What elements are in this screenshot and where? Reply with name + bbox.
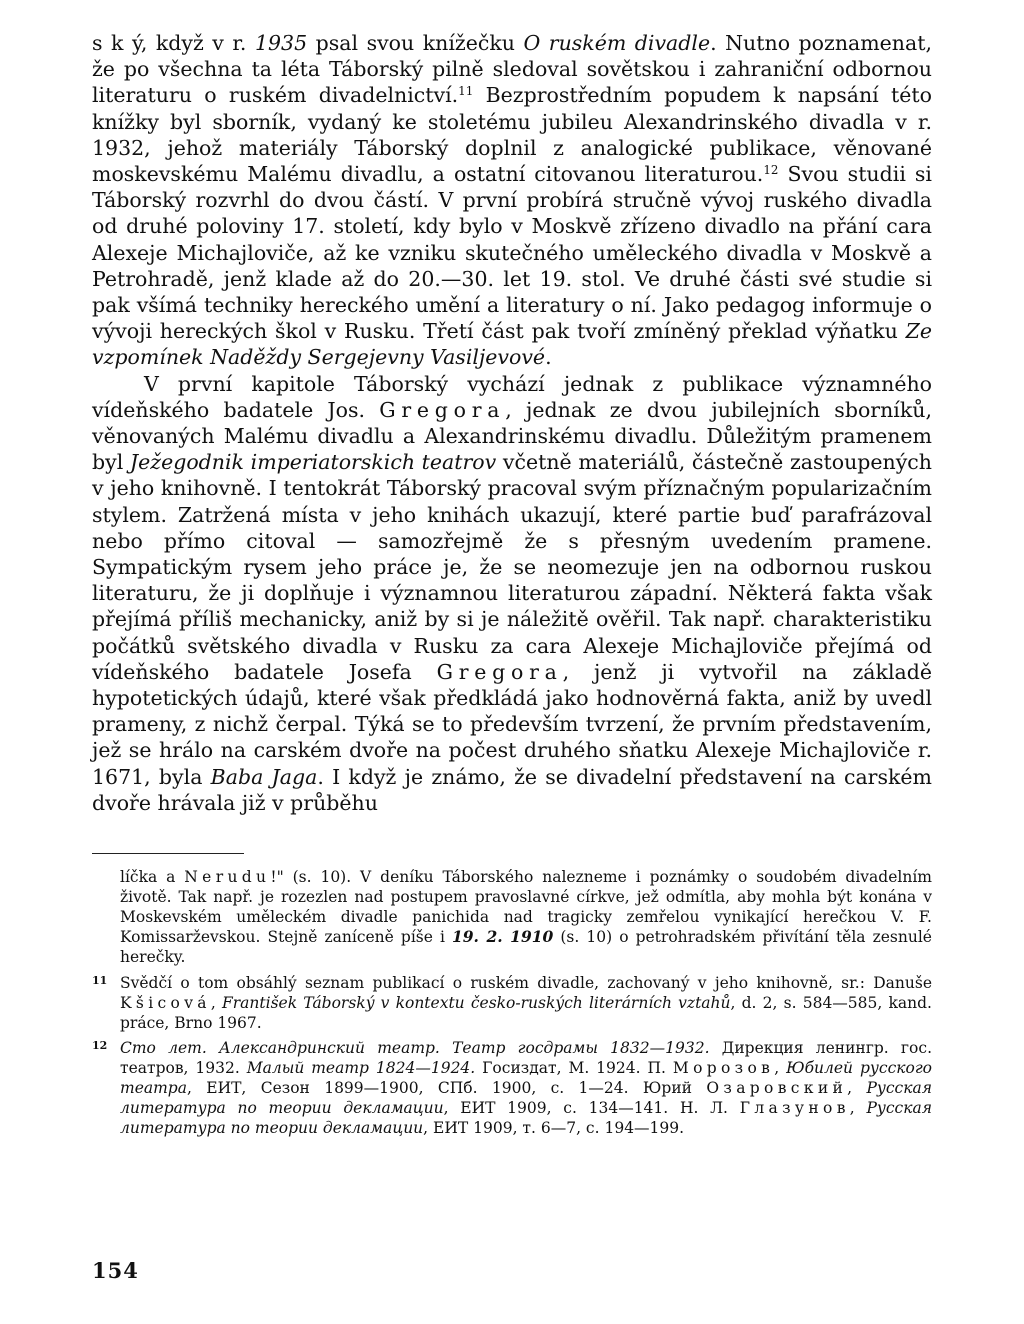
book-title: Ze vzpomínek Naděždy Sergejevny Vasiljevové	[92, 319, 932, 370]
text: Svou studii si Táborský rozvrhl do dvou částí. V první probírá stručně vývoj ruského divadla od druhé poloviny 17. století, kdy bylo v Moskvě zřízeno divadlo na přání cara Alexeje Michajloviče, až ke vzniku skutečného uměleckého divadla v Moskvě a Petrohradě, jenž klade až do 20.—30. let 19. stol. Ve druhé části své studie si pak všímá techniky hereckého umění a literatury o ní. Jako pedagog informuje o vývoji hereckých škol v Rusku. Třetí část pak tvoří zmíněný překlad výňatku	[92, 162, 932, 344]
spaced-name: Kšicová	[120, 993, 211, 1012]
text: líčka a	[120, 868, 185, 887]
paragraph-2	[92, 371, 932, 816]
book-title: Ježegodnik imperiatorskich teatrov	[129, 450, 497, 475]
text: , ЕИТ 1909, с. 134—141. Н. Л.	[443, 1098, 740, 1117]
text: ,	[210, 993, 223, 1012]
footnote-ref: 11	[458, 84, 474, 99]
text: ,	[847, 1079, 867, 1098]
text: s k ý, když v r.	[92, 31, 255, 55]
spaced-name: Озаровский	[706, 1079, 848, 1098]
play-title: Baba Jaga	[210, 764, 318, 789]
text: Дирекция ленингр. гос. театров, 1932.	[120, 1039, 932, 1078]
text: , ЕИТ, Сезон 1899—1900, СПб. 1900, с. 1—24. Юрий	[186, 1079, 707, 1098]
spaced-name: Глазунов	[739, 1098, 850, 1117]
text: . I když je známo, že se divadelní představení na carském dvoře hrávala již v průběhu	[92, 764, 932, 815]
footnote-number: 12	[92, 1039, 108, 1053]
text: V první kapitole Táborský vychází jednak z publikace významného vídeňského badatele Jos.	[92, 371, 932, 422]
text: , ЕИТ 1909, т. 6—7, с. 194—199.	[423, 1118, 685, 1137]
text: ,	[774, 1059, 787, 1078]
text-italic: 1935	[254, 31, 308, 55]
book-title: Юбилей русского театра	[120, 1059, 933, 1098]
spaced-name: Gregora	[379, 397, 506, 422]
text: Bezprostředním popudem k napsání této knížky byl sborník, vydaný ke stoletému jubileu Alexandrinského divadla v r. 1932, jehož materiály Táborský doplnil z analogické publikace, věnované moskevskému Malému divadlu, a ostatní citovanou literaturou.	[92, 83, 932, 187]
main-text	[92, 30, 932, 816]
footnote-divider	[92, 853, 244, 854]
book-title: Русская литература по теории декламации	[120, 1079, 932, 1117]
footnote-ref: 12	[763, 162, 779, 177]
text: , d. 2, s. 584—585, kand. práce, Brno 1967.	[120, 993, 932, 1032]
footnote-11	[92, 974, 932, 1033]
text: Госиздат, М. 1924. П.	[475, 1059, 673, 1078]
text: včetně materiálů, částečně zastoupených v jeho knihovně. I tentokrát Táborský pracoval svým příznačným popularizačním stylem. Zatržená místa v jeho knihách ukazují, které partie buď parafrázoval nebo přímo citoval — samozřejmě že s přesným uvedením pramene. Sympatickým rysem jeho práce je, že se neomezuje jen na odbornou ruskou literaturu, že ji doplňuje i významnou literaturou západní. Některá fakta však přejímá příliš mechanicky, aniž by si je náležitě ověřil. Tak např. charakteristiku počátků světského divadla v Rusku za cara Alexeje Michajloviče přejímá od vídeňského badatele Josefa	[92, 450, 932, 684]
text: .	[545, 345, 552, 370]
spaced-name: Nerudu	[184, 868, 271, 887]
book-title: Малый театр 1824—1924.	[246, 1059, 476, 1078]
page-number: 154	[92, 1258, 139, 1283]
book-title: František Táborský v kontextu česko-ruských literárních vztahů	[222, 993, 731, 1012]
text: , jednak ze dvou jubilejních sborníků, věnovaných Malému divadlu a Alexandrinskému divadlu. Důležitým pramenem byl	[92, 397, 932, 475]
text: psal svou knížečku	[307, 31, 524, 55]
text: , jenž ji vytvořil na základě hypotetických údajů, které však předkládá jako hodnověrná fakta, aniž by uvedl prameny, z nichž čerpal. Týká se to především tvrzení, že prvním představením, jež se hrálo na carském dvoře na počest druhého sňatku Alexeje Michajloviče r. 1671, byla	[92, 659, 932, 789]
text: !" (s. 10). V deníku Táborského nalezneme i poznámky o soudobém divadelním životě. Tak např. je rozezlen nad postupem pravoslavné církve, jež odmítla, aby mohla být konána v Moskevském uměleckém divadle panichida nad tragicky zemřelou vynikající herečkou V. F. Komissarževskou. Stejně zaníceně píše i	[120, 868, 932, 947]
footnote-number: 11	[92, 974, 108, 988]
date: 19. 2. 1910	[451, 927, 554, 947]
text: Svědčí o tom obsáhlý seznam publikací o ruském divadle, zachovaný v jeho knihovně, sr.: Danuše	[120, 974, 932, 993]
paragraph-1	[92, 30, 932, 371]
text: . Nutno poznamenat, že po všechna ta léta Táborský pilně sledoval sovětskou i zahraniční odbornou literaturu o ruském divadelnictví.	[92, 31, 932, 108]
book-title: O ruském divadle	[523, 31, 711, 55]
book-title: Сто лет. Александринский театр. Театр госдрамы 1832—1932.	[120, 1039, 710, 1058]
footnote-12	[92, 1039, 932, 1138]
spaced-name: Морозов	[672, 1059, 775, 1078]
spaced-name: Gregora	[436, 659, 563, 684]
footnote-continuation	[92, 868, 932, 968]
footnotes	[92, 868, 932, 1138]
book-title: Русская литература по теории декламации	[120, 1098, 932, 1137]
page	[92, 30, 932, 1138]
text: ,	[849, 1098, 867, 1117]
text: (s. 10) o petrohradském přivítání těla zesnulé herečky.	[120, 928, 932, 967]
